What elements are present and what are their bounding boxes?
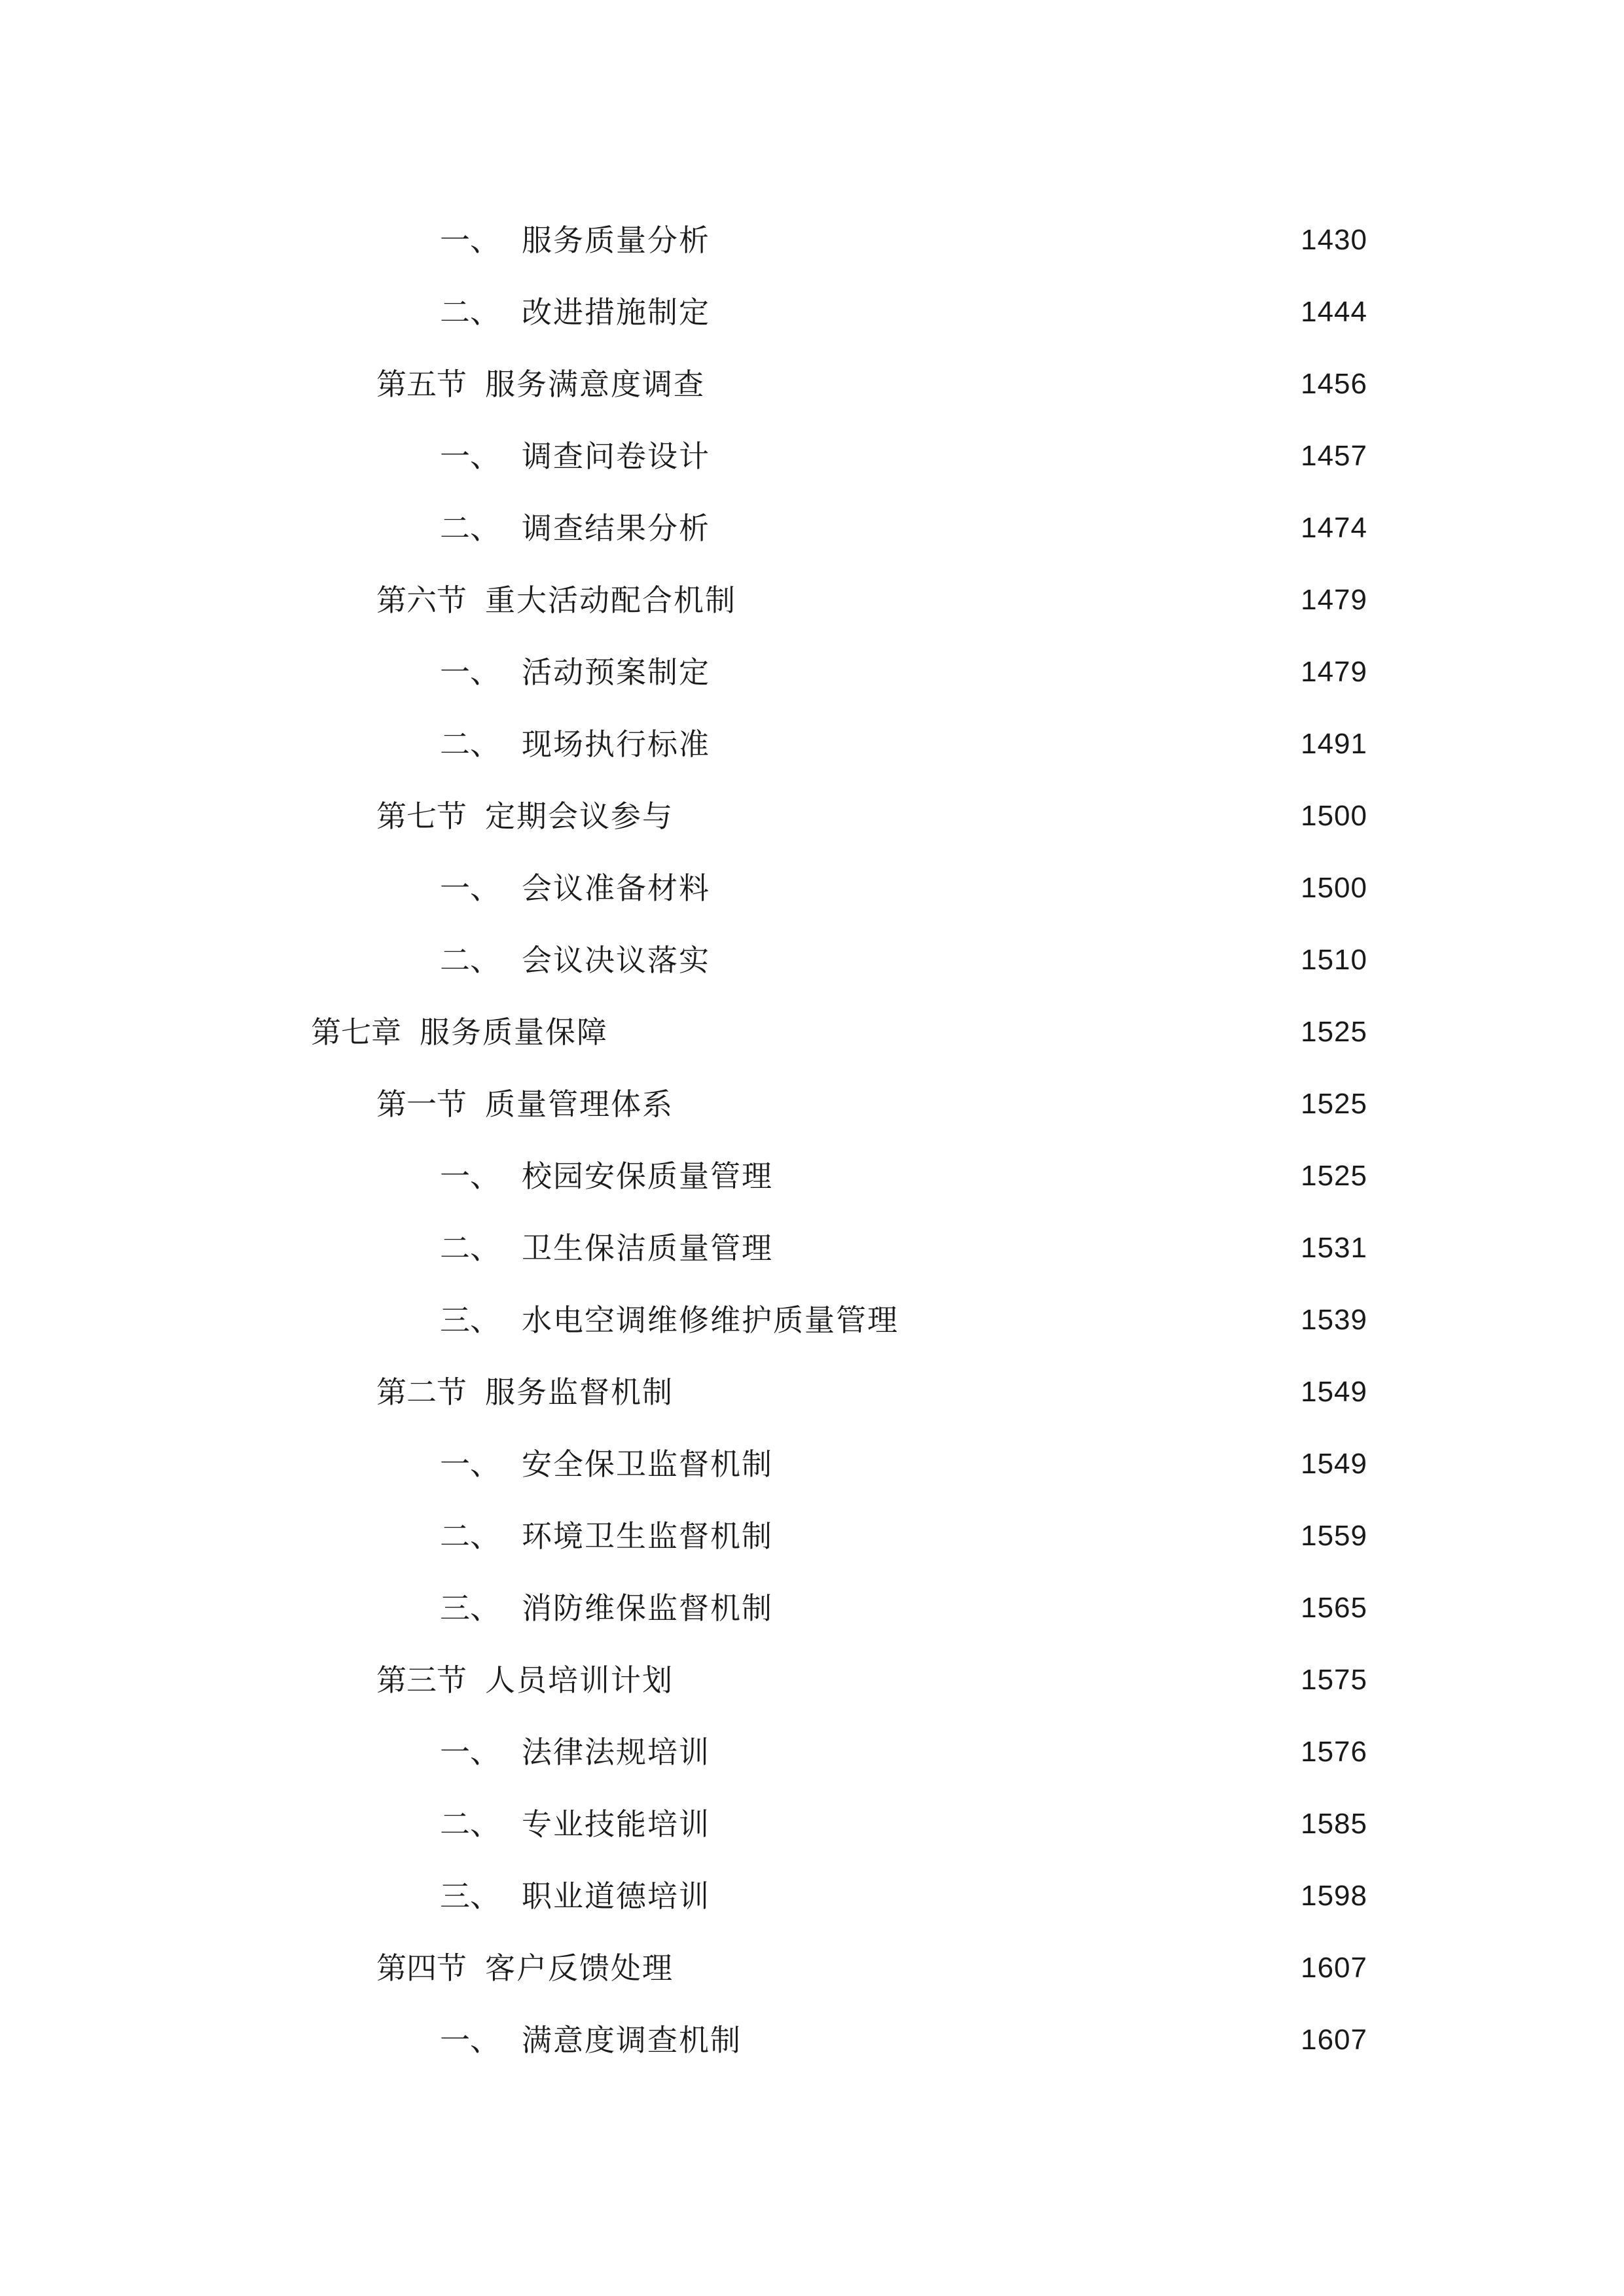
toc-dot-leader bbox=[747, 2025, 1291, 2055]
toc-entry-number: 第一节 bbox=[376, 1086, 467, 1122]
toc-entry-number: 一、 bbox=[440, 1158, 500, 1194]
toc-entry-line bbox=[440, 223, 1367, 258]
toc-dot-leader bbox=[778, 1593, 1291, 1623]
toc-entry-number: 一、 bbox=[440, 870, 500, 906]
toc-entry-title: 改进措施制定 bbox=[522, 295, 710, 330]
toc-subsection-entry[interactable] bbox=[0, 1284, 1624, 1356]
toc-page-number: 1444 bbox=[1301, 296, 1367, 328]
toc-entry-title: 卫生保洁质量管理 bbox=[522, 1230, 773, 1266]
toc-subsection-entry[interactable] bbox=[0, 1716, 1624, 1788]
toc-entry-number: 第五节 bbox=[376, 367, 467, 402]
toc-entry-number: 一、 bbox=[440, 439, 500, 474]
toc-subsection-entry[interactable] bbox=[0, 204, 1624, 276]
toc-page-number: 1510 bbox=[1301, 944, 1367, 976]
toc-subsection-entry[interactable] bbox=[0, 636, 1624, 708]
toc-dot-leader bbox=[613, 1017, 1291, 1047]
toc-section-entry[interactable] bbox=[0, 1068, 1624, 1140]
toc-dot-leader bbox=[778, 1233, 1291, 1263]
toc-page-number: 1457 bbox=[1301, 440, 1367, 472]
toc-dot-leader bbox=[710, 369, 1291, 399]
toc-entry-number: 一、 bbox=[440, 2022, 500, 2058]
toc-page-number: 1500 bbox=[1301, 872, 1367, 904]
toc-entry-title: 服务质量保障 bbox=[420, 1014, 608, 1050]
toc-dot-leader bbox=[904, 1305, 1291, 1335]
toc-entry-title: 现场执行标准 bbox=[522, 726, 710, 762]
toc-entry-title: 满意度调查机制 bbox=[522, 2022, 742, 2058]
toc-entry-number: 二、 bbox=[440, 1230, 500, 1266]
toc-subsection-entry[interactable] bbox=[0, 420, 1624, 492]
toc-page-number: 1525 bbox=[1301, 1088, 1367, 1120]
toc-entry-line bbox=[311, 1014, 1367, 1050]
toc-entry-title: 服务监督机制 bbox=[485, 1374, 674, 1410]
toc-dot-leader bbox=[715, 1881, 1291, 1911]
toc-entry-number: 三、 bbox=[440, 1590, 500, 1626]
toc-entry-title: 服务满意度调查 bbox=[485, 367, 705, 402]
toc-entry-number: 三、 bbox=[440, 1878, 500, 1914]
toc-subsection-entry[interactable] bbox=[0, 852, 1624, 924]
toc-entry-line bbox=[440, 942, 1367, 978]
toc-page-number: 1549 bbox=[1301, 1448, 1367, 1480]
toc-subsection-entry[interactable] bbox=[0, 276, 1624, 348]
toc-entry-title: 消防维保监督机制 bbox=[522, 1590, 773, 1626]
toc-entry-line bbox=[440, 511, 1367, 546]
toc-entry-line bbox=[376, 798, 1367, 834]
toc-entry-number: 二、 bbox=[440, 1806, 500, 1842]
toc-page-number: 1539 bbox=[1301, 1304, 1367, 1336]
toc-entry-number: 二、 bbox=[440, 295, 500, 330]
toc-subsection-entry[interactable] bbox=[0, 1212, 1624, 1284]
toc-dot-leader bbox=[679, 801, 1291, 831]
toc-entry-title: 专业技能培训 bbox=[522, 1806, 710, 1842]
toc-dot-leader bbox=[715, 945, 1291, 975]
toc-entry-number: 第二节 bbox=[376, 1374, 467, 1410]
toc-entry-line bbox=[440, 1230, 1367, 1266]
toc-page-number: 1430 bbox=[1301, 224, 1367, 256]
toc-entry-line bbox=[376, 583, 1367, 618]
toc-entry-number: 二、 bbox=[440, 1518, 500, 1554]
toc-entry-line bbox=[376, 1086, 1367, 1122]
toc-dot-leader bbox=[715, 729, 1291, 759]
toc-entry-number: 一、 bbox=[440, 1734, 500, 1770]
toc-entry-title: 水电空调维修维护质量管理 bbox=[522, 1302, 899, 1338]
toc-page-number: 1456 bbox=[1301, 368, 1367, 400]
toc-subsection-entry[interactable] bbox=[0, 708, 1624, 780]
toc-entry-number: 第四节 bbox=[376, 1950, 467, 1986]
toc-subsection-entry[interactable] bbox=[0, 1788, 1624, 1860]
toc-entry-line bbox=[440, 1806, 1367, 1842]
toc-entry-number: 第七节 bbox=[376, 798, 467, 834]
toc-dot-leader bbox=[715, 657, 1291, 687]
toc-section-entry[interactable] bbox=[0, 780, 1624, 852]
toc-entry-number: 三、 bbox=[440, 1302, 500, 1338]
toc-page-number: 1525 bbox=[1301, 1016, 1367, 1048]
toc-page-number: 1585 bbox=[1301, 1808, 1367, 1840]
toc-entry-number: 第七章 bbox=[311, 1014, 401, 1050]
toc-dot-leader bbox=[778, 1449, 1291, 1479]
toc-entry-line bbox=[440, 655, 1367, 690]
toc-section-entry[interactable] bbox=[0, 1932, 1624, 2004]
toc-section-entry[interactable] bbox=[0, 1644, 1624, 1716]
toc-page-number: 1559 bbox=[1301, 1520, 1367, 1552]
toc-chapter-entry[interactable] bbox=[0, 996, 1624, 1068]
toc-dot-leader bbox=[679, 1953, 1291, 1983]
toc-page-number: 1565 bbox=[1301, 1592, 1367, 1624]
toc-entry-line bbox=[440, 439, 1367, 474]
toc-subsection-entry[interactable] bbox=[0, 1572, 1624, 1644]
toc-entry-number: 一、 bbox=[440, 223, 500, 258]
toc-subsection-entry[interactable] bbox=[0, 492, 1624, 564]
toc-dot-leader bbox=[715, 1809, 1291, 1839]
toc-page-number: 1607 bbox=[1301, 2024, 1367, 2056]
toc-page-number: 1576 bbox=[1301, 1736, 1367, 1768]
toc-subsection-entry[interactable] bbox=[0, 1428, 1624, 1500]
toc-section-entry[interactable] bbox=[0, 348, 1624, 420]
toc-entry-line bbox=[440, 1518, 1367, 1554]
toc-subsection-entry[interactable] bbox=[0, 1140, 1624, 1212]
toc-entry-number: 一、 bbox=[440, 1446, 500, 1482]
toc-page-number: 1491 bbox=[1301, 728, 1367, 760]
toc-entry-title: 会议准备材料 bbox=[522, 870, 710, 906]
toc-section-entry[interactable] bbox=[0, 1356, 1624, 1428]
toc-entry-title: 定期会议参与 bbox=[485, 798, 674, 834]
toc-page-number: 1479 bbox=[1301, 584, 1367, 616]
toc-dot-leader bbox=[715, 513, 1291, 543]
toc-entry-line bbox=[440, 1590, 1367, 1626]
toc-subsection-entry[interactable] bbox=[0, 1860, 1624, 1932]
toc-dot-leader bbox=[679, 1665, 1291, 1695]
toc-entry-line bbox=[376, 1950, 1367, 1986]
toc-entry-line bbox=[376, 1374, 1367, 1410]
table-of-contents bbox=[0, 204, 1624, 2076]
toc-dot-leader bbox=[715, 225, 1291, 255]
toc-entry-title: 调查结果分析 bbox=[522, 511, 710, 546]
toc-entry-line bbox=[440, 870, 1367, 906]
toc-dot-leader bbox=[679, 1089, 1291, 1119]
toc-dot-leader bbox=[679, 1377, 1291, 1407]
toc-entry-number: 二、 bbox=[440, 511, 500, 546]
toc-entry-line bbox=[440, 1446, 1367, 1482]
toc-page-number: 1549 bbox=[1301, 1376, 1367, 1408]
toc-page-number: 1525 bbox=[1301, 1160, 1367, 1192]
toc-entry-title: 人员培训计划 bbox=[485, 1662, 674, 1698]
toc-page-number: 1500 bbox=[1301, 800, 1367, 832]
toc-entry-title: 调查问卷设计 bbox=[522, 439, 710, 474]
toc-dot-leader bbox=[715, 1737, 1291, 1767]
toc-subsection-entry[interactable] bbox=[0, 2004, 1624, 2076]
toc-page-number: 1479 bbox=[1301, 656, 1367, 688]
toc-dot-leader bbox=[715, 297, 1291, 327]
toc-page-number: 1607 bbox=[1301, 1952, 1367, 1984]
toc-entry-title: 安全保卫监督机制 bbox=[522, 1446, 773, 1482]
toc-dot-leader bbox=[742, 585, 1291, 615]
toc-entry-number: 二、 bbox=[440, 726, 500, 762]
toc-dot-leader bbox=[778, 1161, 1291, 1191]
toc-entry-line bbox=[440, 2022, 1367, 2058]
toc-entry-title: 职业道德培训 bbox=[522, 1878, 710, 1914]
toc-entry-line bbox=[376, 1662, 1367, 1698]
toc-page-number: 1531 bbox=[1301, 1232, 1367, 1264]
toc-entry-line bbox=[376, 367, 1367, 402]
toc-page-number: 1575 bbox=[1301, 1664, 1367, 1696]
toc-entry-number: 第六节 bbox=[376, 583, 467, 618]
toc-section-entry[interactable] bbox=[0, 564, 1624, 636]
toc-entry-title: 重大活动配合机制 bbox=[485, 583, 736, 618]
toc-entry-line bbox=[440, 1734, 1367, 1770]
toc-entry-line bbox=[440, 726, 1367, 762]
toc-entry-title: 活动预案制定 bbox=[522, 655, 710, 690]
toc-entry-title: 质量管理体系 bbox=[485, 1086, 674, 1122]
toc-entry-number: 一、 bbox=[440, 655, 500, 690]
toc-page-number: 1598 bbox=[1301, 1880, 1367, 1912]
toc-subsection-entry[interactable] bbox=[0, 1500, 1624, 1572]
toc-entry-number: 第三节 bbox=[376, 1662, 467, 1698]
toc-entry-number: 二、 bbox=[440, 942, 500, 978]
toc-entry-line bbox=[440, 1158, 1367, 1194]
toc-dot-leader bbox=[715, 873, 1291, 903]
toc-subsection-entry[interactable] bbox=[0, 924, 1624, 996]
toc-entry-title: 服务质量分析 bbox=[522, 223, 710, 258]
toc-entry-title: 客户反馈处理 bbox=[485, 1950, 674, 1986]
toc-entry-line bbox=[440, 295, 1367, 330]
toc-entry-line bbox=[440, 1878, 1367, 1914]
toc-entry-line bbox=[440, 1302, 1367, 1338]
toc-dot-leader bbox=[778, 1521, 1291, 1551]
toc-page-number: 1474 bbox=[1301, 512, 1367, 544]
toc-entry-title: 法律法规培训 bbox=[522, 1734, 710, 1770]
toc-entry-title: 会议决议落实 bbox=[522, 942, 710, 978]
toc-entry-title: 校园安保质量管理 bbox=[522, 1158, 773, 1194]
toc-entry-title: 环境卫生监督机制 bbox=[522, 1518, 773, 1554]
toc-dot-leader bbox=[715, 441, 1291, 471]
